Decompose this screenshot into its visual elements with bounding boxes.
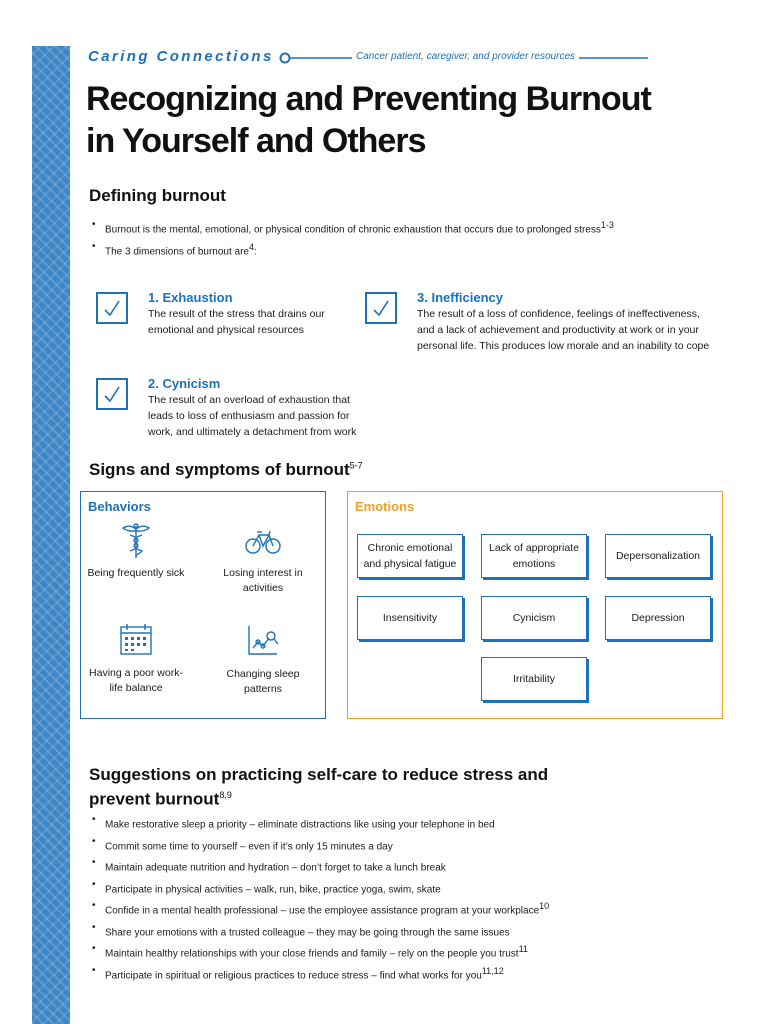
sleep-chart-icon xyxy=(243,620,283,660)
defining-bullets xyxy=(92,218,614,261)
emotion-item: Cynicism xyxy=(481,596,587,640)
page-title: Recognizing and Preventing Burnout in Yourself and Others xyxy=(86,80,651,160)
calendar-icon xyxy=(116,620,156,660)
emotions-panel: Emotions Chronic emotional and physical fatigue Lack of appropriate emotions Depersonalization Insensitivity Cynicism Depression Irritability xyxy=(347,491,723,719)
list-item: • Participate in spiritual or religious practices to reduce stress – find what works for you$^{11,12}$ xyxy=(92,964,549,986)
emotion-item: Insensitivity xyxy=(357,596,463,640)
emotion-item: Depersonalization xyxy=(605,534,711,578)
decorative-side-stripe xyxy=(32,46,70,1024)
selfcare-heading: Suggestions on practicing self-care to reduce stress and prevent burnout$^{8,9}$ xyxy=(89,765,549,809)
brand-name: Caring Connections xyxy=(88,48,274,65)
emotion-item: Depression xyxy=(605,596,711,640)
list-item: • Maintain healthy relationships with your close friends and family – rely on the people you trust$^{11}$ xyxy=(92,942,549,964)
caduceus-icon xyxy=(119,522,153,560)
behavior-item: Being frequently sick xyxy=(86,522,186,602)
emotion-item: Lack of appropriate emotions xyxy=(481,534,587,578)
behavior-item: Changing sleep patterns xyxy=(213,620,313,700)
signs-heading: Signs and symptoms of burnout$^{5-7}$ xyxy=(89,460,363,479)
list-item: • Maintain adequate nutrition and hydration – don’t forget to take a lunch break xyxy=(92,856,549,878)
emotion-item: Irritability xyxy=(481,657,587,701)
checkbox-icon xyxy=(96,292,128,324)
brand-subtitle: Cancer patient, caregiver, and provider resources xyxy=(352,51,579,62)
checkbox-icon xyxy=(96,378,128,410)
bicycle-icon xyxy=(244,522,282,560)
list-item: • Burnout is the mental, emotional, or physical condition of chronic exhaustion that occurs due to prolonged stress$^{1-3}$ xyxy=(92,218,614,240)
list-item: • Participate in physical activities – walk, run, bike, practice yoga, swim, skate xyxy=(92,878,549,900)
behaviors-panel: Behaviors Being frequently sick Losing interest in activities Having a poor work-life balance Changing sleep patterns xyxy=(80,491,326,719)
selfcare-list xyxy=(92,813,549,985)
list-item: • The 3 dimensions of burnout are$^4$: xyxy=(92,240,614,262)
defining-burnout-heading: Defining burnout xyxy=(89,186,226,205)
list-item: • Confide in a mental health professional – use the employee assistance program at your workplace$^{10}$ xyxy=(92,899,549,921)
list-item: • Share your emotions with a trusted colleague – they may be going through the same issues xyxy=(92,921,549,943)
behavior-item: Having a poor work-life balance xyxy=(86,620,186,700)
list-item: • Commit some time to yourself – even if it’s only 15 minutes a day xyxy=(92,835,549,857)
list-item: • Make restorative sleep a priority – eliminate distractions like using your telephone in bed xyxy=(92,813,549,835)
behavior-item: Losing interest in activities xyxy=(213,522,313,602)
emotion-item: Chronic emotional and physical fatigue xyxy=(357,534,463,578)
checkbox-icon xyxy=(365,292,397,324)
